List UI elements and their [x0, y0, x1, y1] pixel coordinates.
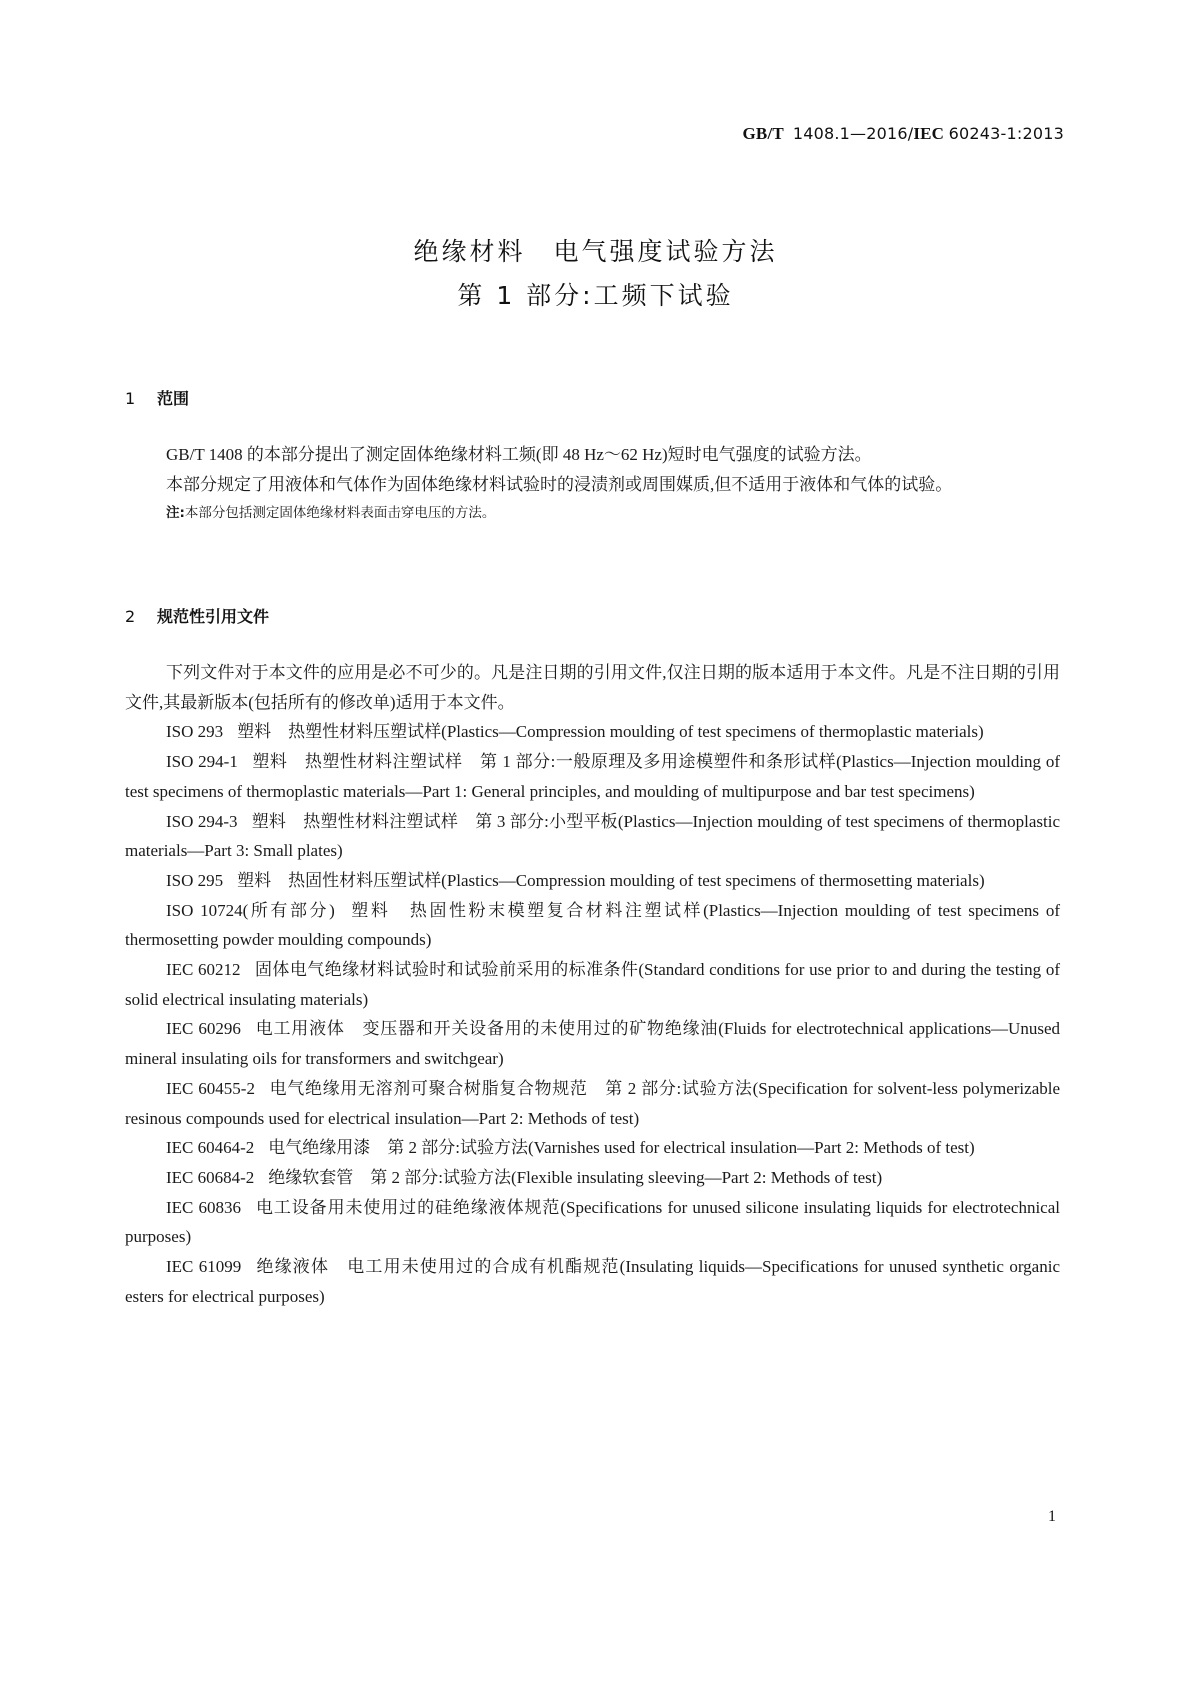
section-1-body — [125, 440, 1060, 525]
section-2-title: 规范性引用文件 — [157, 607, 270, 626]
reference-item — [125, 1163, 1060, 1193]
reference-item — [125, 955, 1060, 1014]
reference-text: 塑料 热固性粉末模塑复合材料注塑试样(Plastics—Injection moulding of test specimens of thermosetting powder moulding compounds) — [125, 900, 1060, 950]
reference-text: 塑料 热塑性材料压塑试样(Plastics—Compression moulding of test specimens of thermoplastic materials) — [237, 722, 984, 742]
note-text: 本部分包括测定固体绝缘材料表面击穿电压的方法。 — [184, 505, 496, 522]
section-2-body — [125, 658, 1060, 1311]
scope-note — [125, 501, 1060, 525]
reference-code: IEC 61099 — [166, 1257, 242, 1277]
standard-code-gbt: GB/T — [742, 124, 784, 143]
section-2-number: 2 — [125, 607, 136, 626]
reference-code: ISO 293 — [166, 722, 224, 742]
reference-code: ISO 295 — [166, 870, 224, 890]
reference-text: 电工用液体 变压器和开关设备用的未使用过的矿物绝缘油(Fluids for electrotechnical applications—Unused mineral insulating oils for transformers and switchgear) — [125, 1019, 1060, 1069]
reference-text: 塑料 热固性材料压塑试样(Plastics—Compression moulding of test specimens of thermosetting materials) — [237, 870, 985, 890]
reference-item — [125, 1193, 1060, 1252]
reference-text: 塑料 热塑性材料注塑试样 第 1 部分:一般原理及多用途模塑件和条形试样(Plastics—Injection moulding of test specimens of thermoplastic materials—Part 1: General principles, and moulding of multipurpose and bar test specimens) — [125, 752, 1060, 801]
section-1-heading — [125, 386, 189, 409]
document-title-line2: 第 1 部分:工频下试验 — [457, 281, 734, 310]
reference-item — [125, 1133, 1060, 1163]
scope-paragraph-1: GB/T 1408 的本部分提出了测定固体绝缘材料工频(即 48 Hz～62 Hz)短时电气强度的试验方法。 — [166, 445, 872, 464]
note-label: 注: — [166, 505, 185, 522]
reference-text: 绝缘软套管 第 2 部分:试验方法(Flexible insulating sleeving—Part 2: Methods of test) — [268, 1167, 883, 1187]
reference-item — [125, 1074, 1060, 1133]
standard-code-iec: IEC — [913, 124, 945, 143]
document-title-line1: 绝缘材料 电气强度试验方法 — [413, 237, 778, 266]
reference-item — [125, 1252, 1060, 1311]
reference-text: 电气绝缘用无溶剂可聚合树脂复合物规范 第 2 部分:试验方法(Specification for solvent-less polymerizable resinous compounds used for electrical insulation—Part 2: Methods of test) — [125, 1078, 1061, 1128]
reference-item — [125, 896, 1060, 955]
reference-item — [125, 717, 1060, 747]
reference-code: IEC 60836 — [166, 1197, 242, 1217]
reference-item — [125, 1014, 1060, 1073]
reference-item — [125, 807, 1060, 866]
section-1-title: 范围 — [157, 389, 190, 408]
reference-code: IEC 60455-2 — [166, 1078, 255, 1098]
reference-code: ISO 294-1 — [166, 752, 238, 772]
reference-item — [125, 747, 1060, 806]
reference-code: IEC 60296 — [166, 1019, 241, 1039]
section-2-heading — [125, 604, 269, 627]
reference-code: ISO 10724(所有部分) — [166, 900, 335, 920]
reference-text: 固体电气绝缘材料试验时和试验前采用的标准条件(Standard conditions for use prior to and during the testing of solid electrical insulating materials) — [125, 960, 1060, 1009]
reference-text: 绝缘液体 电工用未使用过的合成有机酯规范(Insulating liquids—Specifications for unused synthetic organic esters for electrical purposes) — [125, 1257, 1060, 1306]
reference-text: 塑料 热塑性材料注塑试样 第 3 部分:小型平板(Plastics—Injection moulding of test specimens of thermoplastic materials—Part 3: Small plates) — [125, 811, 1060, 861]
standard-code-number: 1408.1—2016/ — [792, 124, 914, 143]
reference-text: 电气绝缘用漆 第 2 部分:试验方法(Varnishes used for electrical insulation—Part 2: Methods of test) — [268, 1138, 975, 1158]
reference-item — [125, 866, 1060, 896]
reference-code: ISO 294-3 — [166, 811, 238, 831]
reference-code: IEC 60212 — [166, 960, 241, 980]
reference-code: IEC 60684-2 — [166, 1167, 255, 1187]
standard-code — [742, 124, 1064, 144]
reference-code: IEC 60464-2 — [166, 1138, 255, 1158]
reference-text: 电工设备用未使用过的硅绝缘液体规范(Specifications for unused silicone insulating liquids for electrotechnical purposes) — [125, 1197, 1060, 1247]
page-number: 1 — [1048, 1508, 1056, 1525]
section-1-number: 1 — [125, 389, 136, 408]
normative-intro: 下列文件对于本文件的应用是必不可少的。凡是注日期的引用文件,仅注日期的版本适用于本文件。凡是不注日期的引用文件,其最新版本(包括所有的修改单)适用于本文件。 — [125, 663, 1060, 712]
standard-code-iec-number: 60243-1:2013 — [948, 124, 1064, 143]
scope-paragraph-2: 本部分规定了用液体和气体作为固体绝缘材料试验时的浸渍剂或周围媒质,但不适用于液体和气体的试验。 — [166, 474, 953, 494]
